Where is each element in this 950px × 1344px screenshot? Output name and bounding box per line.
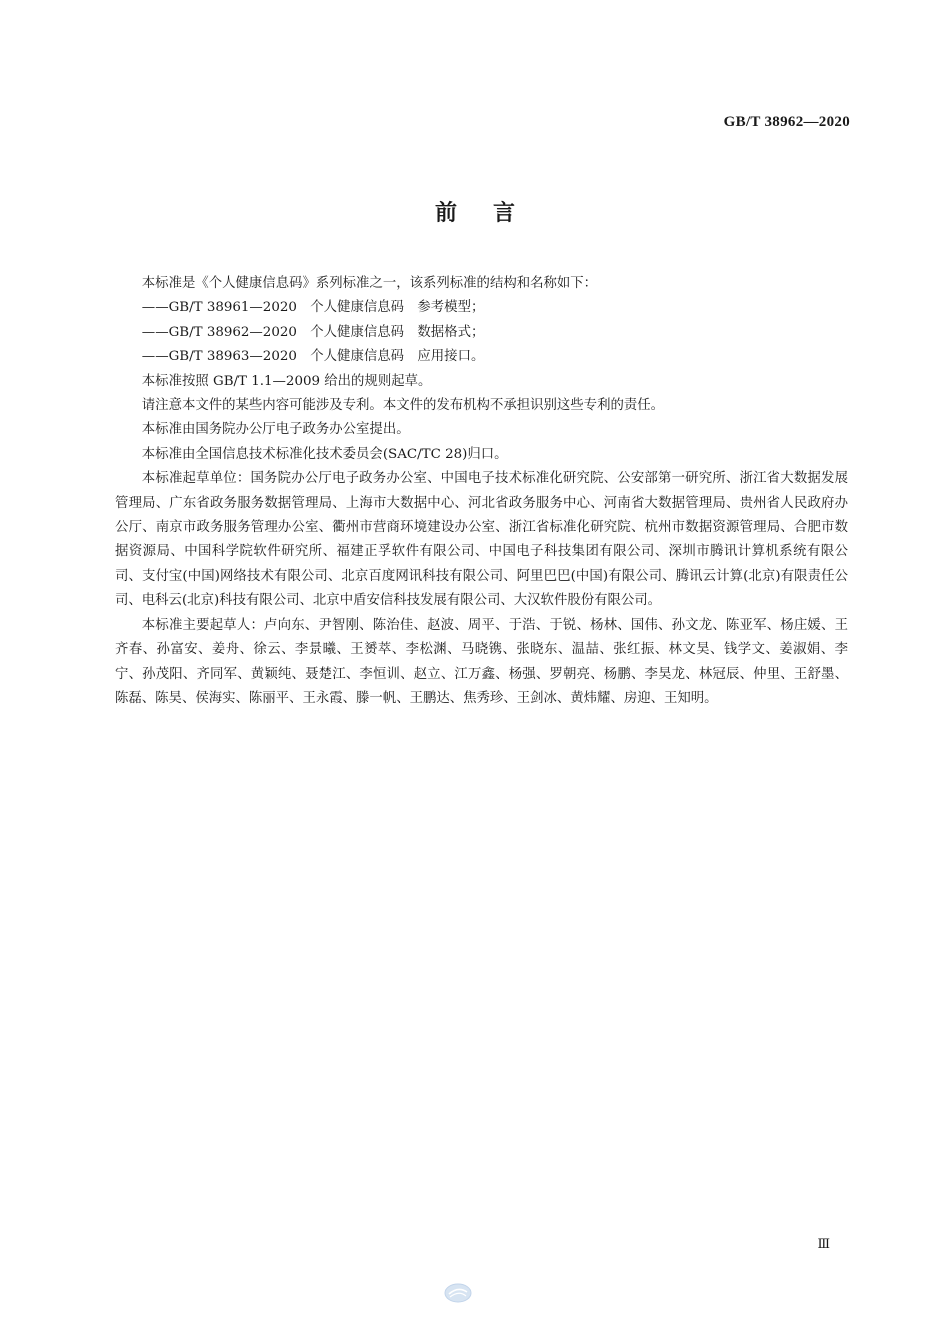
drafting-rules-paragraph: 本标准按照 GB/T 1.1—2009 给出的规则起草。 [141,373,432,389]
list-item-part2: ——GB/T 38962—2020 个人健康信息码 数据格式； [141,324,485,340]
list-item-part1: ——GB/T 38961—2020 个人健康信息码 参考模型； [141,300,485,316]
drafters-paragraph: 本标准主要起草人：卢向东、尹智刚、陈治佳、赵波、周平、于浩、于锐、杨林、国伟、孙文龙、陈亚军、杨庄媛、王齐春、孙富安、姜舟、徐云、李景曦、王赟萃、李松渊、马晓镌、张晓东、温喆、张红振、林文昊、钱学文、姜淑娟、李宁、孙茂阳、齐同军、黄颖纯、聂楚江、李恒训、赵立、江万鑫、杨强、罗朝亮、杨鹏、李昊龙、林冠辰、仲里、王舒墨、陈磊、陈昊、侯海实、陈丽平、王永霞、滕一帆、王鹏达、焦秀珍、王剑冰、黄炜耀、房迎、王知明。 [115,617,848,706]
committee-paragraph: 本标准由全国信息技术标准化技术委员会(SAC/TC 28)归口。 [141,446,508,462]
list-item-part3: ——GB/T 38963—2020 个人健康信息码 应用接口。 [141,349,485,365]
sac-logo-icon [444,1283,472,1303]
preface-body [115,272,848,711]
intro-paragraph: 本标准是《个人健康信息码》系列标准之一，该系列标准的结构和名称如下： [141,276,598,291]
patent-notice-paragraph: 请注意本文件的某些内容可能涉及专利。本文件的发布机构不承担识别这些专利的责任。 [141,398,665,414]
proposer-paragraph: 本标准由国务院办公厅电子政务办公室提出。 [141,422,410,438]
drafting-units-paragraph: 本标准起草单位：国务院办公厅电子政务办公室、中国电子技术标准化研究院、公安部第一研究所、浙江省大数据发展管理局、广东省政务服务数据管理局、上海市大数据中心、河北省政务服务中心、河南省大数据管理局、贵州省人民政府办公厅、南京市政务服务管理办公室、衢州市营商环境建设办公室、浙江省标准化研究院、杭州市数据资源管理局、合肥市数据资源局、中国科学院软件研究所、福建正孚软件有限公司、中国电子科技集团有限公司、深圳市腾讯计算机系统有限公司、支付宝(中国)网络技术有限公司、北京百度网讯科技有限公司、阿里巴巴(中国)有限公司、腾讯云计算(北京)有限责任公司、电科云(北京)科技有限公司、北京中盾安信科技发展有限公司、大汉软件股份有限公司。 [115,471,848,609]
page-number: Ⅲ [817,1236,830,1251]
page-title: 前言 [434,201,551,226]
standard-code: GB/T 38962—2020 [723,114,850,130]
